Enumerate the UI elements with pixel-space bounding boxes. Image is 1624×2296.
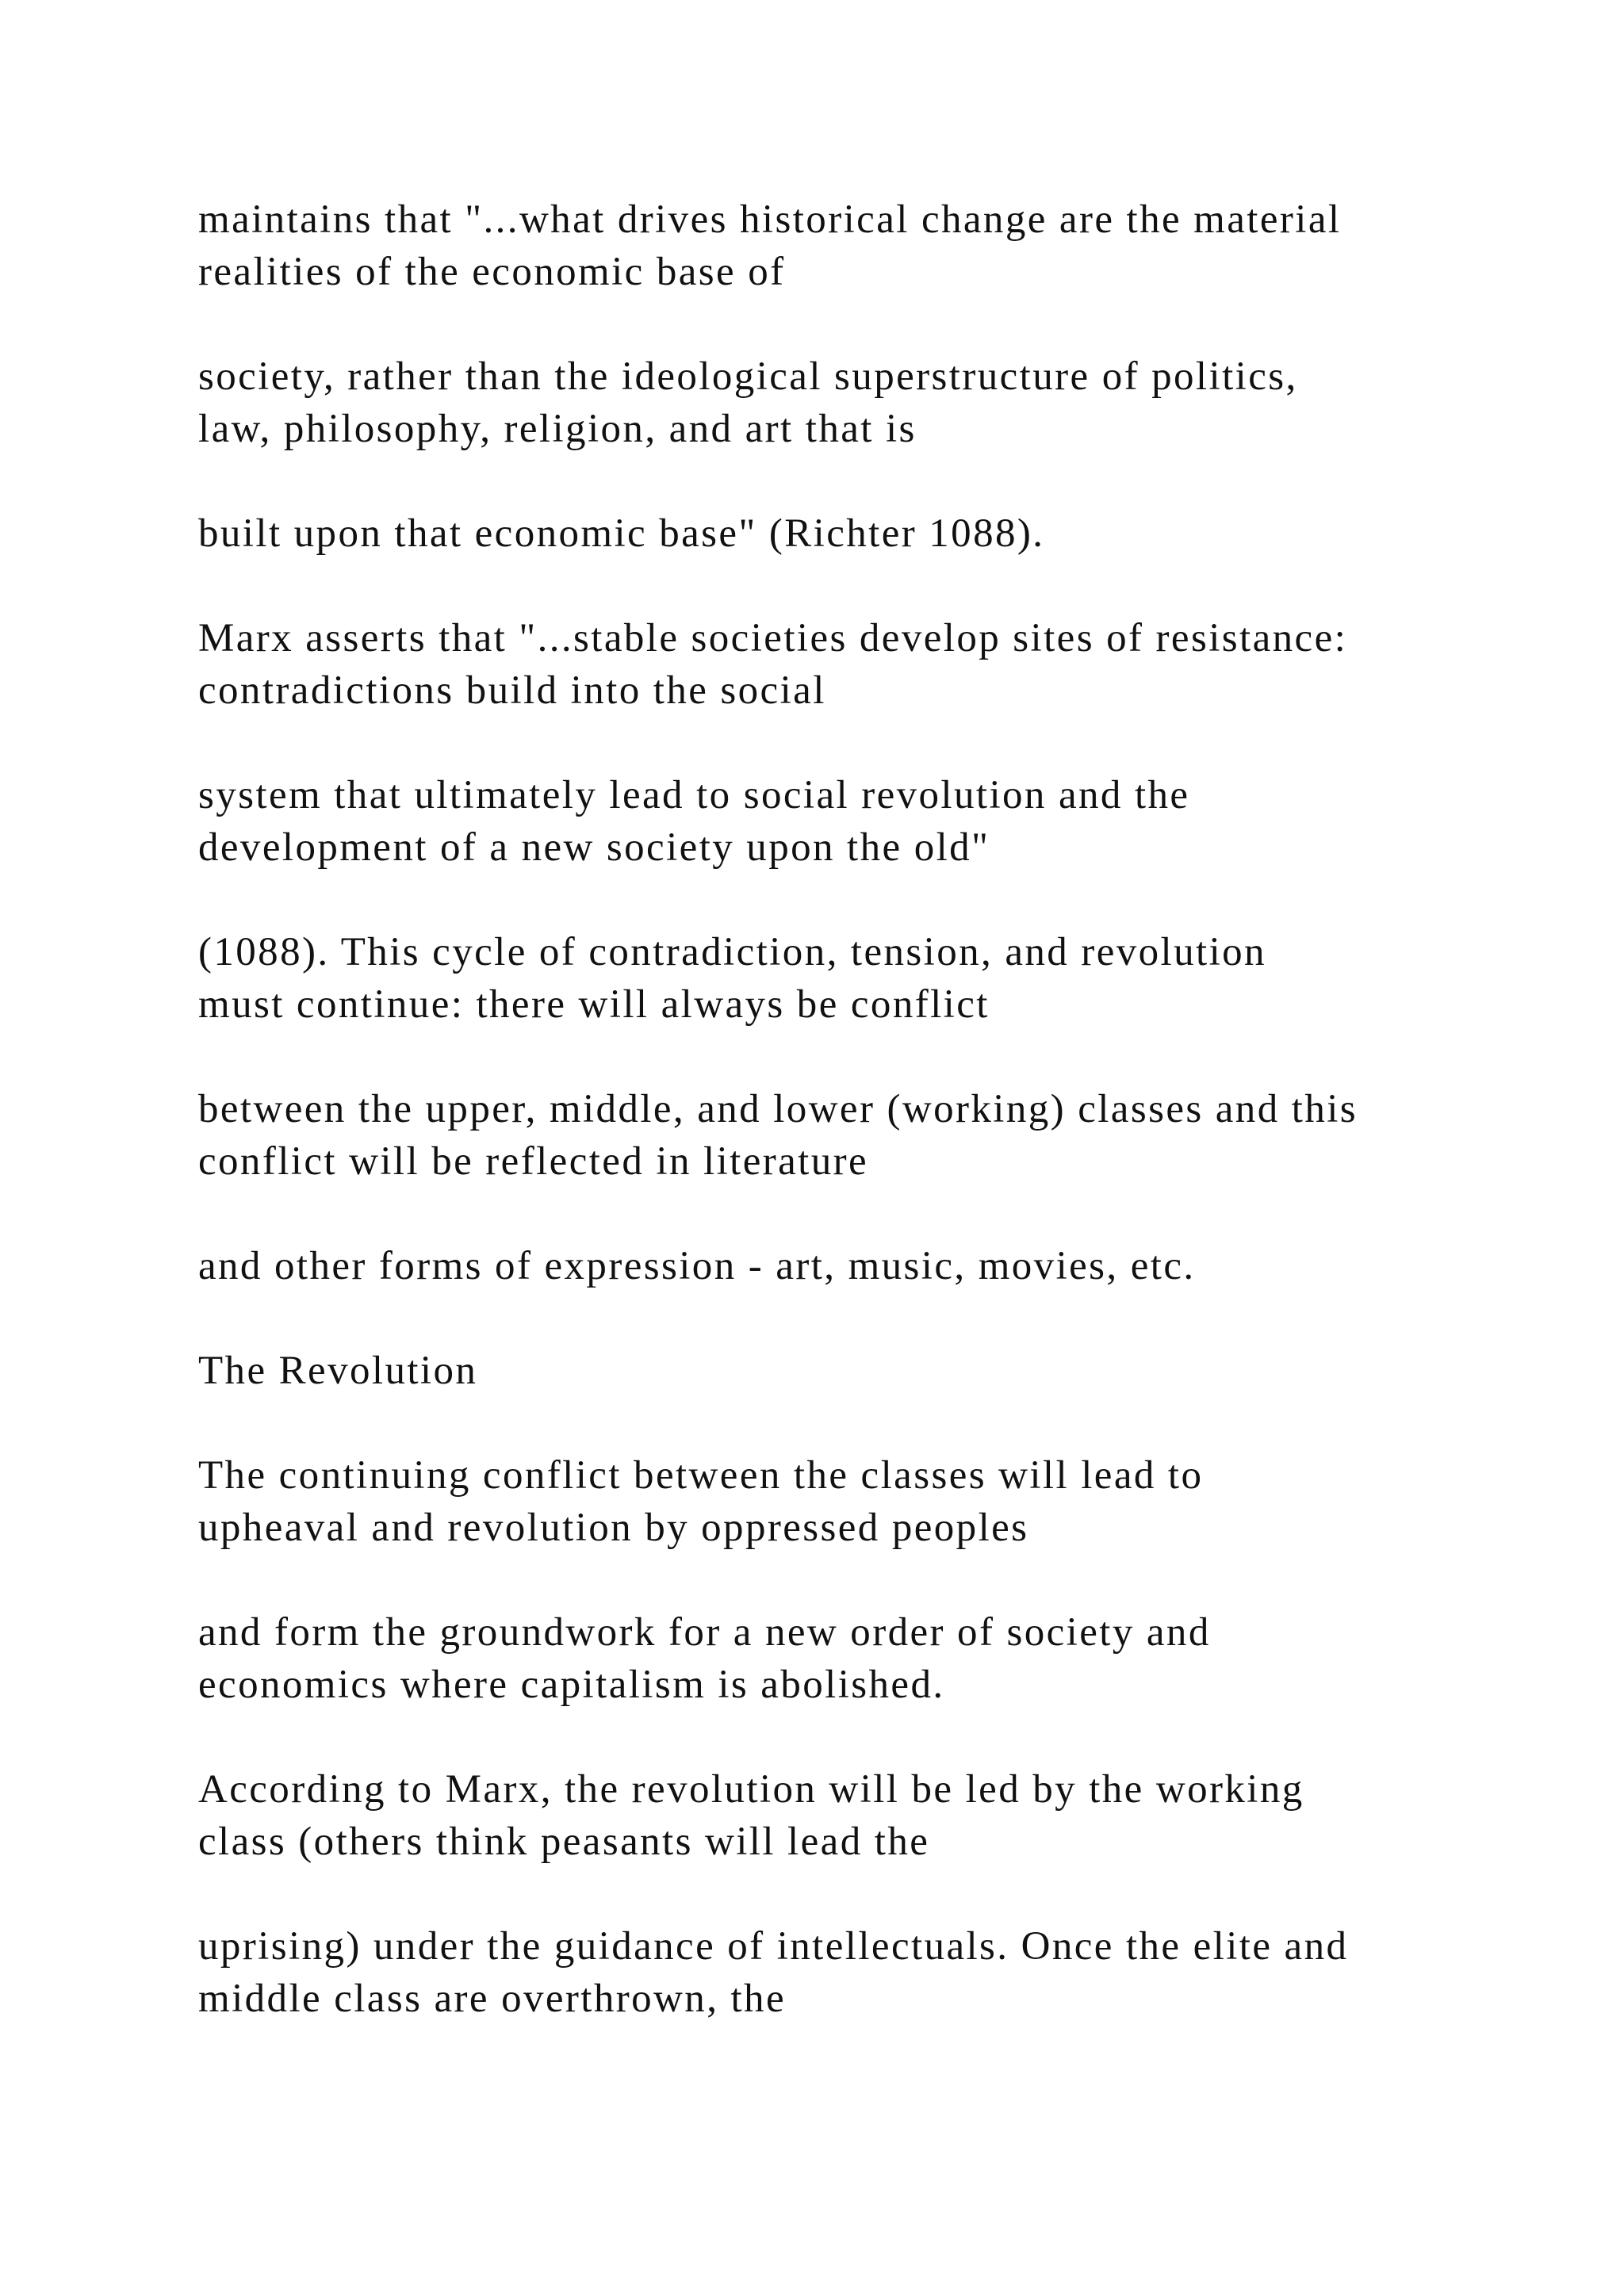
paragraph xyxy=(198,1763,1467,1868)
text-line: between the upper, middle, and lower (working) classes and this xyxy=(198,1087,1358,1131)
text-line: contradictions build into the social xyxy=(198,668,826,713)
text-line: economics where capitalism is abolished. xyxy=(198,1663,945,1707)
text-line: and other forms of expression - art, music, movies, etc. xyxy=(198,1244,1196,1288)
text-line: development of a new society upon the old" xyxy=(198,825,990,870)
text-line: The continuing conflict between the classes will lead to xyxy=(198,1453,1204,1498)
paragraph xyxy=(198,1240,1467,1292)
text-line: According to Marx, the revolution will be led by the working xyxy=(198,1767,1304,1812)
text-line: upheaval and revolution by oppressed peoples xyxy=(198,1506,1029,1550)
paragraph xyxy=(198,193,1467,298)
text-line: law, philosophy, religion, and art that is xyxy=(198,407,917,451)
paragraph xyxy=(198,1083,1467,1188)
paragraph xyxy=(198,769,1467,874)
text-line: realities of the economic base of xyxy=(198,250,786,294)
section-heading xyxy=(198,1345,1467,1397)
heading-text: The Revolution xyxy=(198,1349,478,1393)
text-line: conflict will be reflected in literature xyxy=(198,1139,869,1184)
text-line: middle class are overthrown, the xyxy=(198,1976,786,2021)
text-line: and form the groundwork for a new order of society and xyxy=(198,1610,1211,1655)
text-line: society, rather than the ideological superstructure of politics, xyxy=(198,354,1298,399)
paragraph xyxy=(198,350,1467,455)
text-line: Marx asserts that "...stable societies develop sites of resistance: xyxy=(198,616,1348,660)
document-body xyxy=(198,193,1467,2077)
text-line: maintains that "...what drives historical change are the material xyxy=(198,197,1342,242)
text-line: class (others think peasants will lead the xyxy=(198,1820,930,1864)
text-line: must continue: there will always be conflict xyxy=(198,982,990,1027)
text-line: (1088). This cycle of contradiction, tension, and revolution xyxy=(198,930,1266,974)
paragraph xyxy=(198,1606,1467,1711)
text-line: uprising) under the guidance of intellectuals. Once the elite and xyxy=(198,1924,1349,1969)
text-line: system that ultimately lead to social revolution and the xyxy=(198,773,1190,817)
paragraph xyxy=(198,612,1467,717)
paragraph xyxy=(198,926,1467,1031)
paragraph xyxy=(198,1920,1467,2025)
paragraph xyxy=(198,1449,1467,1554)
text-line: built upon that economic base" (Richter 1088). xyxy=(198,511,1045,556)
paragraph xyxy=(198,507,1467,560)
